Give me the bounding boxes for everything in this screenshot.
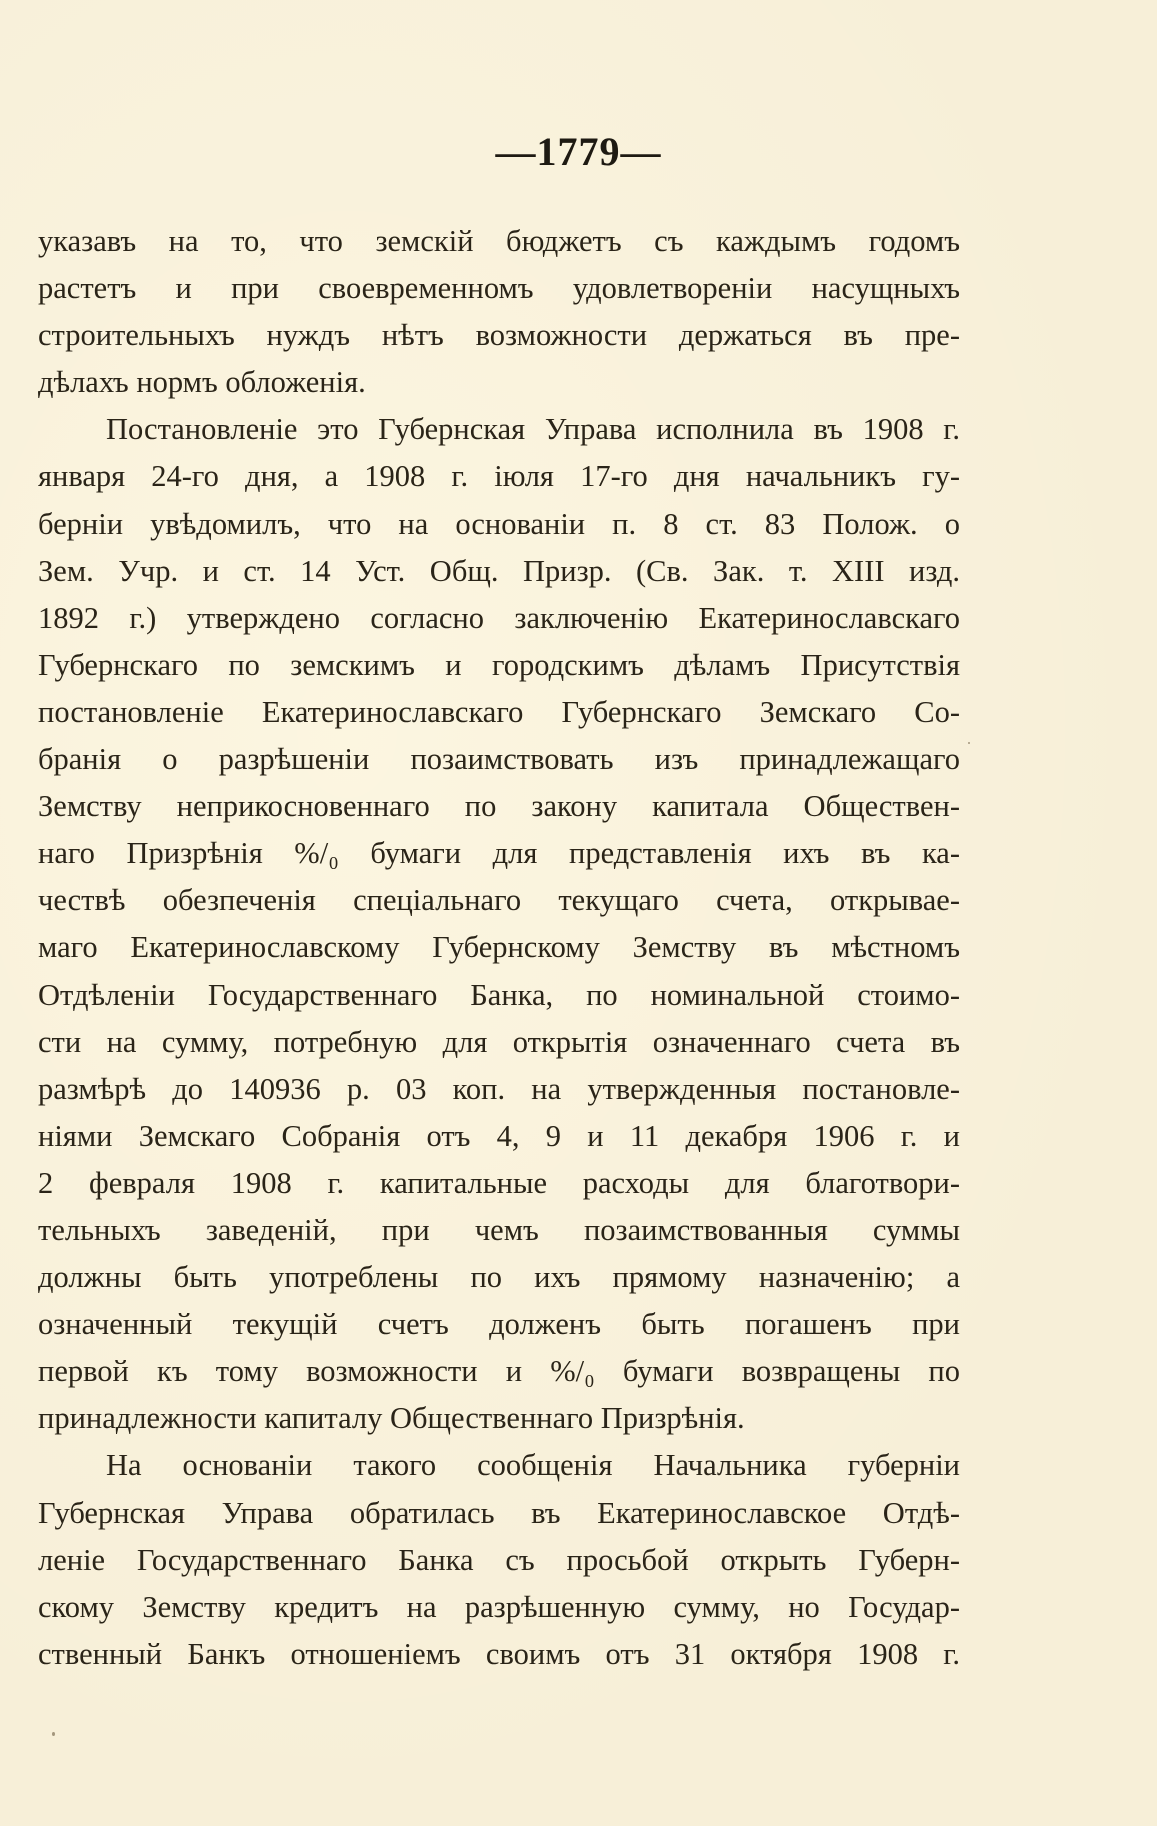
text-line: принадлежности капиталу Общественнаго Призрѣнія. — [38, 1401, 745, 1436]
text-line: тельныхъ заведеній, при чемъ позаимствованныя суммы — [38, 1212, 960, 1247]
text-line: леніе Государственнаго Банка съ просьбой открыть Губерн- — [38, 1542, 960, 1577]
text-line: бранія о разрѣшеніи позаимствовать изъ принадлежащаго — [38, 742, 960, 777]
text-line: растетъ и при своевременномъ удовлетвореніи насущныхъ — [38, 271, 960, 306]
body-text — [38, 218, 960, 1678]
text-line: января 24-го дня, а 1908 г. іюля 17-го дня начальникъ гу- — [38, 459, 960, 494]
text-line: Зем. Учр. и ст. 14 Уст. Общ. Призр. (Св. Зак. т. XIII изд. — [38, 553, 960, 588]
text-line: чествѣ обезпеченія спеціальнаго текущаго счета, открывае- — [38, 883, 960, 918]
text-line: ніями Земскаго Собранія отъ 4, 9 и 11 декабря 1906 г. и — [38, 1118, 960, 1153]
text-line: означенный текущій счетъ долженъ быть погашенъ при — [38, 1307, 960, 1342]
text-line: дѣлахъ нормъ обложенія. — [38, 365, 366, 400]
text-line: сти на сумму, потребную для открытія означеннаго счета въ — [38, 1024, 960, 1059]
text-line: На основаніи такого сообщенія Начальника губерніи — [106, 1448, 960, 1483]
paper-speck — [968, 742, 970, 744]
text-line: строительныхъ нуждъ нѣтъ возможности держаться въ пре- — [38, 318, 960, 353]
text-line: 2 февраля 1908 г. капитальные расходы для благотвори- — [38, 1165, 960, 1200]
text-line: Отдѣленіи Государственнаго Банка, по номинальной стоимо- — [38, 977, 960, 1012]
text-line: Земству неприкосновеннаго по закону капитала Обществен- — [38, 789, 960, 824]
text-line: Постановленіе это Губернская Управа исполнила въ 1908 г. — [106, 412, 960, 447]
text-line: берніи увѣдомилъ, что на основаніи п. 8 ст. 83 Полож. о — [38, 506, 960, 541]
text-line: наго Призрѣнія %/₀ бумаги для представленія ихъ въ ка- — [38, 836, 960, 871]
text-line: скому Земству кредитъ на разрѣшенную сумму, но Государ- — [38, 1589, 960, 1624]
text-line: указавъ на то, что земскій бюджетъ съ каждымъ годомъ — [38, 224, 960, 258]
text-line: первой къ тому возможности и %/₀ бумаги возвращены по — [38, 1354, 960, 1389]
text-line: 1892 г.) утверждено согласно заключенію Екатеринославскаго — [38, 600, 960, 635]
text-line: маго Екатеринославскому Губернскому Земству въ мѣстномъ — [38, 930, 960, 965]
page-number: —1779— — [495, 129, 662, 174]
text-line: Губернскаго по земскимъ и городскимъ дѣламъ Присутствія — [38, 647, 960, 682]
text-line: постановленіе Екатеринославскаго Губернскаго Земскаго Со- — [38, 694, 960, 729]
paper-speck — [52, 1732, 55, 1736]
text-line: должны быть употреблены по ихъ прямому назначенію; а — [38, 1260, 960, 1295]
text-line: ственный Банкъ отношеніемъ своимъ отъ 31 октября 1908 г. — [38, 1636, 960, 1671]
text-line: размѣрѣ до 140936 р. 03 коп. на утвержденныя постановле- — [38, 1071, 960, 1106]
text-line: Губернская Управа обратилась въ Екатеринославское Отдѣ- — [38, 1495, 960, 1530]
